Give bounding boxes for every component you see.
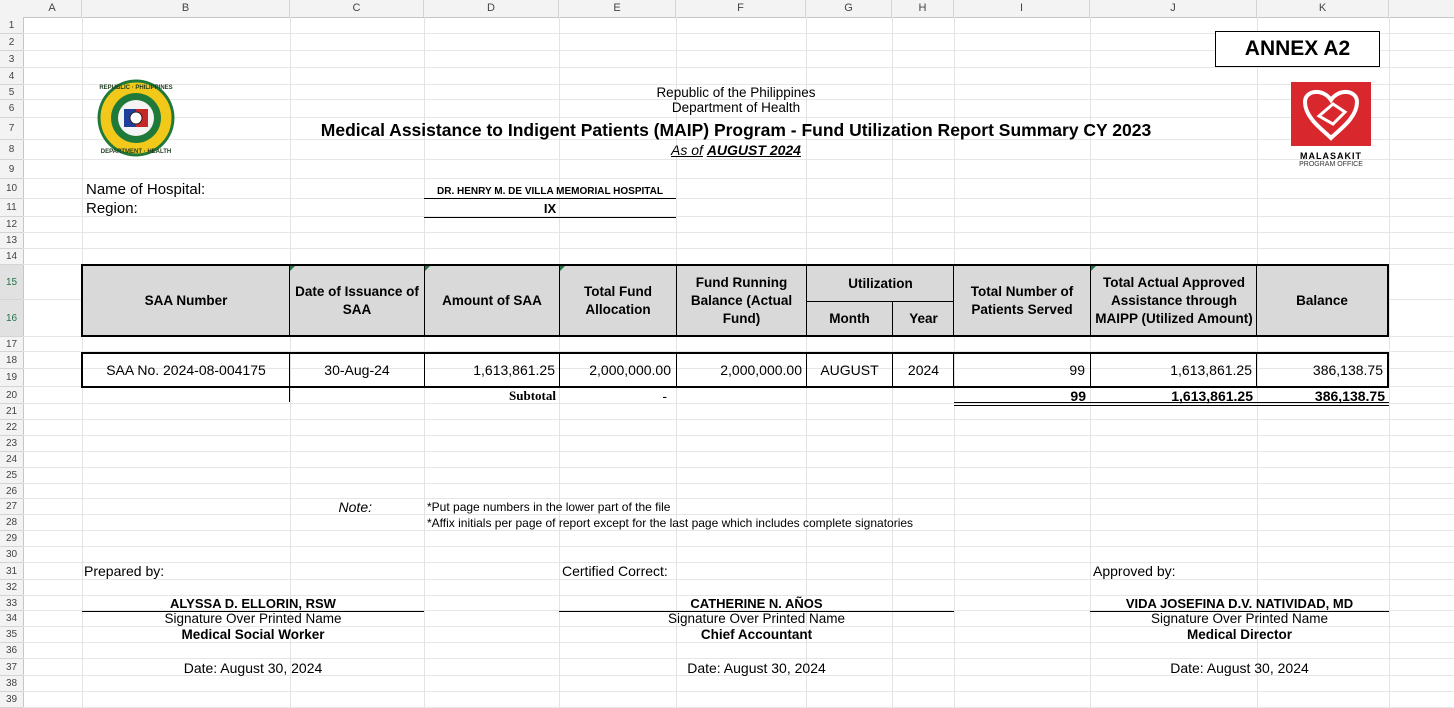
malasakit-sub: PROGRAM OFFICE — [1299, 161, 1363, 168]
row-header-34[interactable]: 34 — [0, 611, 23, 627]
row-header-27[interactable]: 27 — [0, 499, 23, 515]
approved-by-position: Medical Director — [1186, 627, 1293, 642]
gridline-row — [23, 579, 1454, 580]
malasakit-logo — [1289, 82, 1373, 168]
as-of-prefix: As of — [671, 142, 703, 158]
th-balance: Balance — [1257, 266, 1387, 335]
subtotal-double-underline — [954, 402, 1389, 406]
row-header-26[interactable]: 26 — [0, 484, 23, 499]
gridline-row — [23, 467, 1454, 468]
comment-marker — [1091, 266, 1096, 271]
gridline-row — [23, 483, 1454, 484]
cell-patients[interactable]: 99 — [1069, 362, 1085, 378]
approved-by-name: VIDA JOSEFINA D.V. NATIVIDAD, MD — [1090, 596, 1389, 612]
row-header-36[interactable]: 36 — [0, 643, 23, 659]
gridline-row — [23, 216, 1454, 217]
header-department: Department of Health — [671, 100, 801, 115]
gridline-row — [23, 658, 1454, 659]
certified-by-position: Chief Accountant — [700, 627, 813, 642]
subtotal-approved[interactable]: 1,613,861.25 — [1171, 388, 1253, 404]
row-header-22[interactable]: 22 — [0, 420, 23, 436]
region-value: IX — [424, 202, 676, 218]
annex-label: ANNEX A2 — [1215, 31, 1380, 67]
gridline-row — [23, 159, 1454, 160]
row-header-19[interactable]: 19 — [0, 369, 23, 387]
row-header-1[interactable]: 1 — [0, 17, 23, 34]
hospital-name-label: Name of Hospital: — [86, 181, 206, 198]
cell-running-balance[interactable]: 2,000,000.00 — [720, 362, 802, 378]
column-header-d[interactable]: D — [424, 0, 559, 17]
note-label: Note: — [338, 499, 372, 515]
gridline-row — [23, 642, 1454, 643]
row-header-24[interactable]: 24 — [0, 452, 23, 468]
prepared-by-name: ALYSSA D. ELLORIN, RSW — [82, 596, 424, 612]
header-republic: Republic of the Philippines — [656, 85, 816, 100]
gridline-row — [23, 232, 1454, 233]
row-header-21[interactable]: 21 — [0, 404, 23, 420]
gridline-row — [23, 248, 1454, 249]
prepared-by-date: Date: August 30, 2024 — [183, 660, 323, 676]
row-header-2[interactable]: 2 — [0, 34, 23, 51]
certified-by-label: Certified Correct: — [562, 563, 668, 579]
column-header-b[interactable]: B — [82, 0, 290, 17]
column-header-c[interactable]: C — [290, 0, 424, 17]
note-line-2: *Affix initials per page of report except for the last page which includes complete signatories — [427, 516, 914, 530]
gridline-row — [23, 419, 1454, 420]
subtotal-label: Subtotal — [509, 388, 556, 403]
row-header-16[interactable]: 16 — [0, 300, 23, 337]
gridline-row — [23, 546, 1454, 547]
cell-date-issuance[interactable]: 30-Aug-24 — [324, 362, 390, 378]
column-header-f[interactable]: F — [676, 0, 806, 17]
row-header-29[interactable]: 29 — [0, 531, 23, 547]
cell-month[interactable]: AUGUST — [820, 362, 879, 378]
th-running-balance: Fund Running Balance (Actual Fund) — [677, 266, 806, 335]
gridline-row — [23, 117, 1454, 118]
row-header-30[interactable]: 30 — [0, 547, 23, 563]
row-header-4[interactable]: 4 — [0, 68, 23, 85]
th-patients: Total Number of Patients Served — [954, 266, 1090, 335]
column-header-j[interactable]: J — [1090, 0, 1257, 17]
gridline-row — [23, 514, 1454, 515]
subtotal-divider — [289, 388, 290, 402]
note-line-1: *Put page numbers in the lower part of the file — [427, 500, 671, 514]
th-saa-number: SAA Number — [83, 266, 289, 335]
cell-total-fund[interactable]: 2,000,000.00 — [589, 362, 671, 378]
row-header-20[interactable]: 20 — [0, 387, 23, 404]
hospital-name-value: DR. HENRY M. DE VILLA MEMORIAL HOSPITAL — [424, 186, 676, 199]
comment-marker — [425, 266, 430, 271]
cell-amount-saa[interactable]: 1,613,861.25 — [473, 362, 555, 378]
row-header-17[interactable]: 17 — [0, 337, 23, 352]
as-of-line — [424, 142, 1048, 158]
gridline-row — [23, 498, 1454, 499]
gridline-row — [23, 530, 1454, 531]
th-approved: Total Actual Approved Assistance through MAIPP (Utilized Amount) — [1091, 266, 1257, 335]
row-header-31[interactable]: 31 — [0, 563, 23, 580]
row-header-14[interactable]: 14 — [0, 249, 23, 265]
row-header-33[interactable]: 33 — [0, 596, 23, 611]
th-month: Month — [807, 302, 892, 335]
doh-seal-logo — [95, 79, 177, 157]
svg-text:REPUBLIC · PHILIPPINES: REPUBLIC · PHILIPPINES — [99, 85, 173, 91]
row-header-18[interactable]: 18 — [0, 352, 23, 369]
prepared-by-sig-label: Signature Over Printed Name — [164, 611, 342, 626]
subtotal-patients[interactable]: 99 — [1070, 388, 1086, 404]
gridline-row — [23, 178, 1454, 179]
approved-by-label: Approved by: — [1093, 563, 1176, 579]
row-header-39[interactable]: 39 — [0, 692, 23, 708]
row-header-12[interactable]: 12 — [0, 217, 23, 233]
column-header-h[interactable]: H — [892, 0, 954, 17]
comment-marker — [290, 266, 295, 271]
certified-by-sig-label: Signature Over Printed Name — [667, 611, 846, 626]
region-label: Region: — [86, 200, 138, 217]
gridline-row — [23, 67, 1454, 68]
certified-by-date: Date: August 30, 2024 — [687, 660, 826, 676]
cell-approved[interactable]: 1,613,861.25 — [1170, 362, 1252, 378]
subtotal-total-fund[interactable]: - — [662, 388, 667, 404]
th-utilization: Utilization — [807, 266, 954, 302]
th-total-fund: Total Fund Allocation — [560, 266, 676, 335]
th-date-issuance: Date of Issuance of SAA — [290, 266, 424, 335]
row-header-11[interactable]: 11 — [0, 199, 23, 217]
gridline-row — [23, 451, 1454, 452]
row-header-25[interactable]: 25 — [0, 468, 23, 484]
row-header-37[interactable]: 37 — [0, 659, 23, 676]
th-amount-saa: Amount of SAA — [425, 266, 559, 335]
prepared-by-position: Medical Social Worker — [181, 627, 325, 642]
row-header-23[interactable]: 23 — [0, 436, 23, 452]
row-header-10[interactable]: 10 — [0, 179, 23, 199]
malasakit-name: MALASAKIT — [1300, 151, 1362, 161]
svg-text:DEPARTMENT · HEALTH: DEPARTMENT · HEALTH — [100, 149, 172, 155]
gridline-row — [23, 562, 1454, 563]
row-header-3[interactable]: 3 — [0, 51, 23, 68]
comment-marker — [560, 266, 565, 271]
row-header-6[interactable]: 6 — [0, 100, 23, 118]
row-header-8[interactable]: 8 — [0, 140, 23, 160]
cell-saa-number[interactable]: SAA No. 2024-08-004175 — [106, 362, 266, 378]
prepared-by-label: Prepared by: — [84, 563, 165, 579]
cell-year[interactable]: 2024 — [907, 362, 940, 378]
column-header-bar — [0, 0, 1454, 18]
row-header-32[interactable]: 32 — [0, 580, 23, 596]
row-header-38[interactable]: 38 — [0, 676, 23, 692]
as-of-value: AUGUST 2024 — [706, 142, 801, 158]
column-header-g[interactable]: G — [806, 0, 892, 17]
column-header-k[interactable]: K — [1257, 0, 1389, 17]
gridline-row — [23, 691, 1454, 692]
row-header-7[interactable]: 7 — [0, 118, 23, 140]
subtotal-balance[interactable]: 386,138.75 — [1314, 388, 1385, 404]
gridline-row — [23, 198, 1454, 199]
gridline-row — [23, 435, 1454, 436]
gridline-column — [1389, 17, 1390, 708]
row-header-13[interactable]: 13 — [0, 233, 23, 249]
column-header-e[interactable]: E — [559, 0, 676, 17]
row-header-15[interactable]: 15 — [0, 265, 23, 300]
row-header-28[interactable]: 28 — [0, 515, 23, 531]
certified-by-name: CATHERINE N. AÑOS — [559, 596, 954, 612]
approved-by-date: Date: August 30, 2024 — [1170, 660, 1309, 676]
column-header-a[interactable]: A — [23, 0, 82, 17]
row-header-35[interactable]: 35 — [0, 627, 23, 643]
column-header-i[interactable]: I — [954, 0, 1090, 17]
report-title: Medical Assistance to Indigent Patients (MAIP) Program - Fund Utilization Report Summary CY 2023 — [320, 120, 1152, 140]
row-header-bar — [0, 17, 24, 708]
approved-by-sig-label: Signature Over Printed Name — [1150, 611, 1329, 626]
row-header-5[interactable]: 5 — [0, 85, 23, 100]
row-header-9[interactable]: 9 — [0, 160, 23, 179]
th-year: Year — [893, 302, 954, 335]
cell-balance[interactable]: 386,138.75 — [1312, 362, 1383, 378]
